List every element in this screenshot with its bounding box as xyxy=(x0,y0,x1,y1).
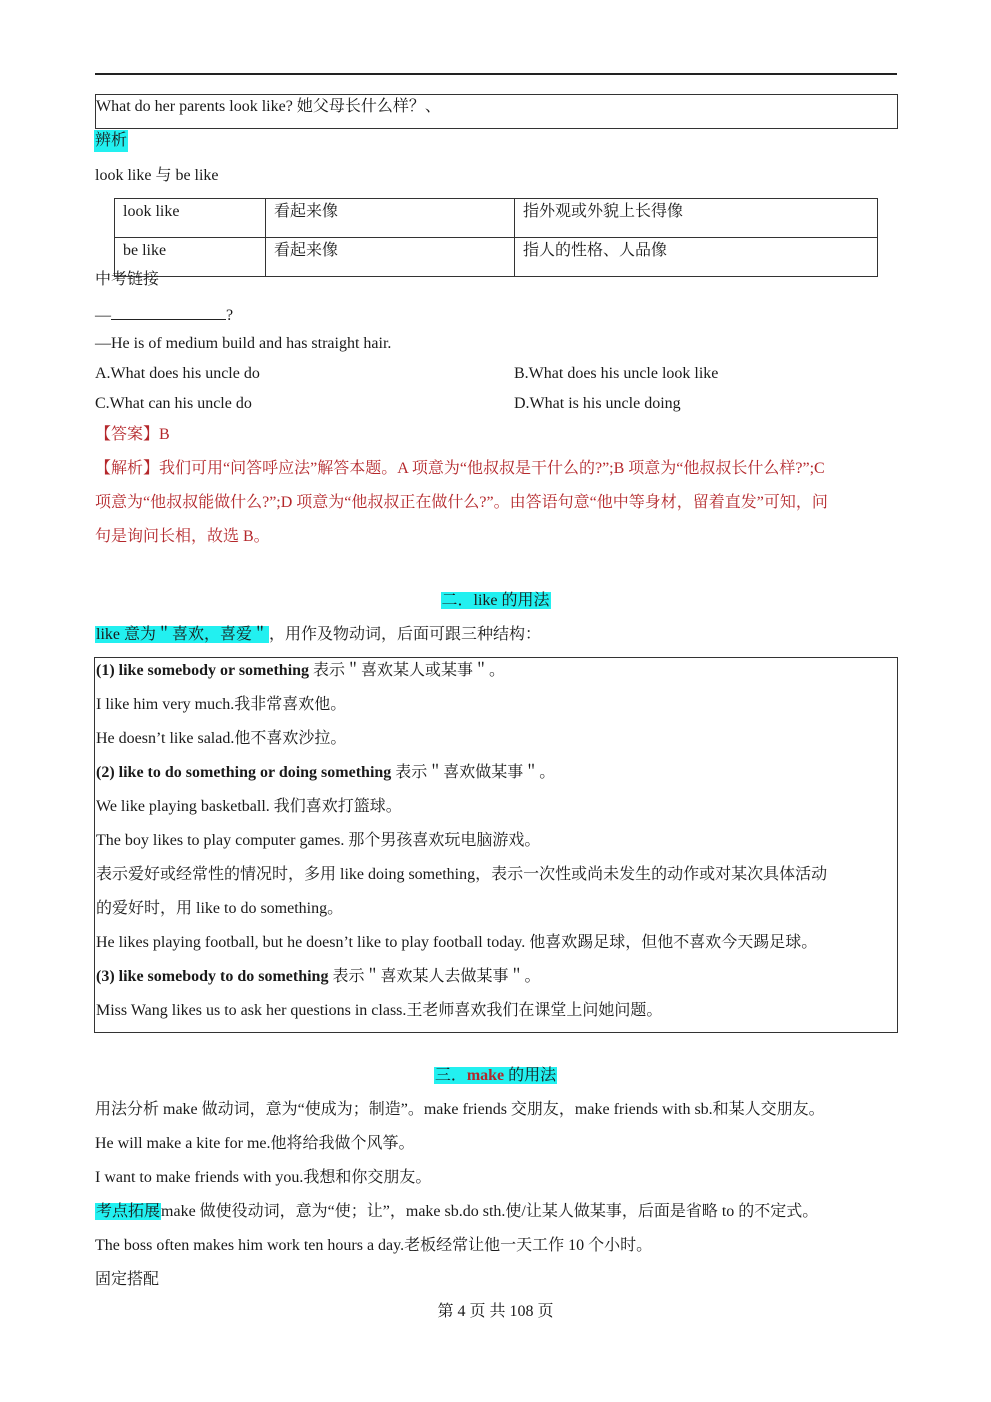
reply-line: —He is of medium build and has straight hair. xyxy=(95,335,392,352)
intro-highlight: like 意为＂喜欢，喜爱＂ xyxy=(96,626,268,643)
option-b: B.What does his uncle look like xyxy=(514,365,719,382)
example-sentence: What do her parents look like? 她父母长什么样？、 xyxy=(96,98,441,115)
line-text: 表示＂喜欢某人或某事＂。 xyxy=(309,662,506,679)
structure-label: (1) like somebody or something xyxy=(96,662,310,679)
section-3-heading xyxy=(434,1067,557,1084)
table-cell: 看起来像 xyxy=(266,199,515,238)
compare-title: look like 与 be like xyxy=(95,167,219,184)
section-2-intro xyxy=(95,624,541,646)
usage-line: 用法分析 make 做动词，意为“使成为；制造”。make friends 交朋友，make friends with sb.和某人交朋友。 xyxy=(95,1101,825,1118)
table-row xyxy=(115,199,878,238)
question-mark: ? xyxy=(226,307,234,324)
option-d: D.What is his uncle doing xyxy=(514,395,681,412)
table-cell: 看起来像 xyxy=(266,238,515,277)
explanation-line: 【解析】我们可用“问答呼应法”解答本题。A 项意为“他叔叔是干什么的?”;B 项意为“他叔叔长什么样?”;C xyxy=(95,460,825,477)
box-line: He likes playing football, but he doesn’t like to play football today. 他喜欢踢足球，但他不喜欢今天踢足球。 xyxy=(96,934,818,951)
structure-label: (2) like to do something or doing something xyxy=(96,764,392,781)
extension-text: make 做使役动词，意为“使；让”，make sb.do sth.使/让某人做某事，后面是省略 to 的不定式。 xyxy=(161,1203,819,1220)
line-text: 表示＂喜欢某人去做某事＂。 xyxy=(328,968,541,985)
usage-line: I want to make friends with you.我想和你交朋友。 xyxy=(95,1169,432,1186)
section-2-heading: 二．like 的用法 xyxy=(441,592,550,609)
option-a: A.What does his uncle do xyxy=(95,365,260,382)
intro-rest: ，用作及物动词，后面可跟三种结构： xyxy=(269,626,542,643)
answer: 【答案】B xyxy=(95,426,170,443)
box-line: 的爱好时，用 like to do something。 xyxy=(96,900,344,917)
box-line: The boy likes to play computer games. 那个男孩喜欢玩电脑游戏。 xyxy=(96,832,541,849)
header-rule xyxy=(95,73,897,75)
line-text: 表示＂喜欢做某事＂。 xyxy=(391,764,556,781)
heading-keyword: make xyxy=(466,1067,505,1084)
page-number: 第 4 页 共 108 页 xyxy=(437,1303,554,1320)
section-3-heading-wrap xyxy=(0,1065,991,1087)
fixed-phrases-title: 固定搭配 xyxy=(95,1271,160,1288)
table-cell: 指人的性格、人品像 xyxy=(515,238,878,277)
page-footer xyxy=(0,1301,991,1323)
explanation-line: 句是询问长相，故选 B。 xyxy=(95,528,270,545)
box-line xyxy=(96,966,540,988)
option-c: C.What can his uncle do xyxy=(95,395,252,412)
section-2-heading-wrap xyxy=(0,590,991,612)
box-line: He doesn’t like salad.他不喜欢沙拉。 xyxy=(96,730,347,747)
heading-prefix: 三． xyxy=(434,1067,467,1084)
comparison-table xyxy=(114,198,878,277)
heading-suffix: 的用法 xyxy=(504,1067,557,1084)
table-cell: be like xyxy=(115,238,266,277)
example-sentence-box xyxy=(95,94,898,129)
table-row xyxy=(115,238,878,277)
usage-line: He will make a kite for me.他将给我做个风筝。 xyxy=(95,1135,415,1152)
example-line: The boss often makes him work ten hours a day.老板经常让他一天工作 10 个小时。 xyxy=(95,1237,653,1254)
box-line xyxy=(96,762,555,784)
box-line xyxy=(96,660,505,682)
box-line: 表示爱好或经常性的情况时，多用 like doing something，表示一次性或尚未发生的动作或对某次具体活动 xyxy=(96,866,828,883)
table-cell: look like xyxy=(115,199,266,238)
structure-label: (3) like somebody to do something xyxy=(96,968,329,985)
exam-link-title: 中考链接 xyxy=(95,271,160,288)
dash: — xyxy=(95,307,111,324)
box-line: We like playing basketball. 我们喜欢打篮球。 xyxy=(96,798,402,815)
extension-tag: 考点拓展 xyxy=(96,1203,161,1220)
box-line: I like him very much.我非常喜欢他。 xyxy=(96,696,347,713)
table-cell: 指外观或外貌上长得像 xyxy=(515,199,878,238)
answer-blank xyxy=(111,303,226,320)
explanation-line: 项意为“他叔叔能做什么?”;D 项意为“他叔叔正在做什么?”。由答语句意“他中等身材，留着直发”可知，问 xyxy=(95,494,828,511)
analysis-tag: 辨析 xyxy=(94,130,128,152)
question-line xyxy=(95,303,233,327)
extension-line xyxy=(95,1201,818,1223)
box-line: Miss Wang likes us to ask her questions in class.王老师喜欢我们在课堂上问她问题。 xyxy=(96,1002,663,1019)
